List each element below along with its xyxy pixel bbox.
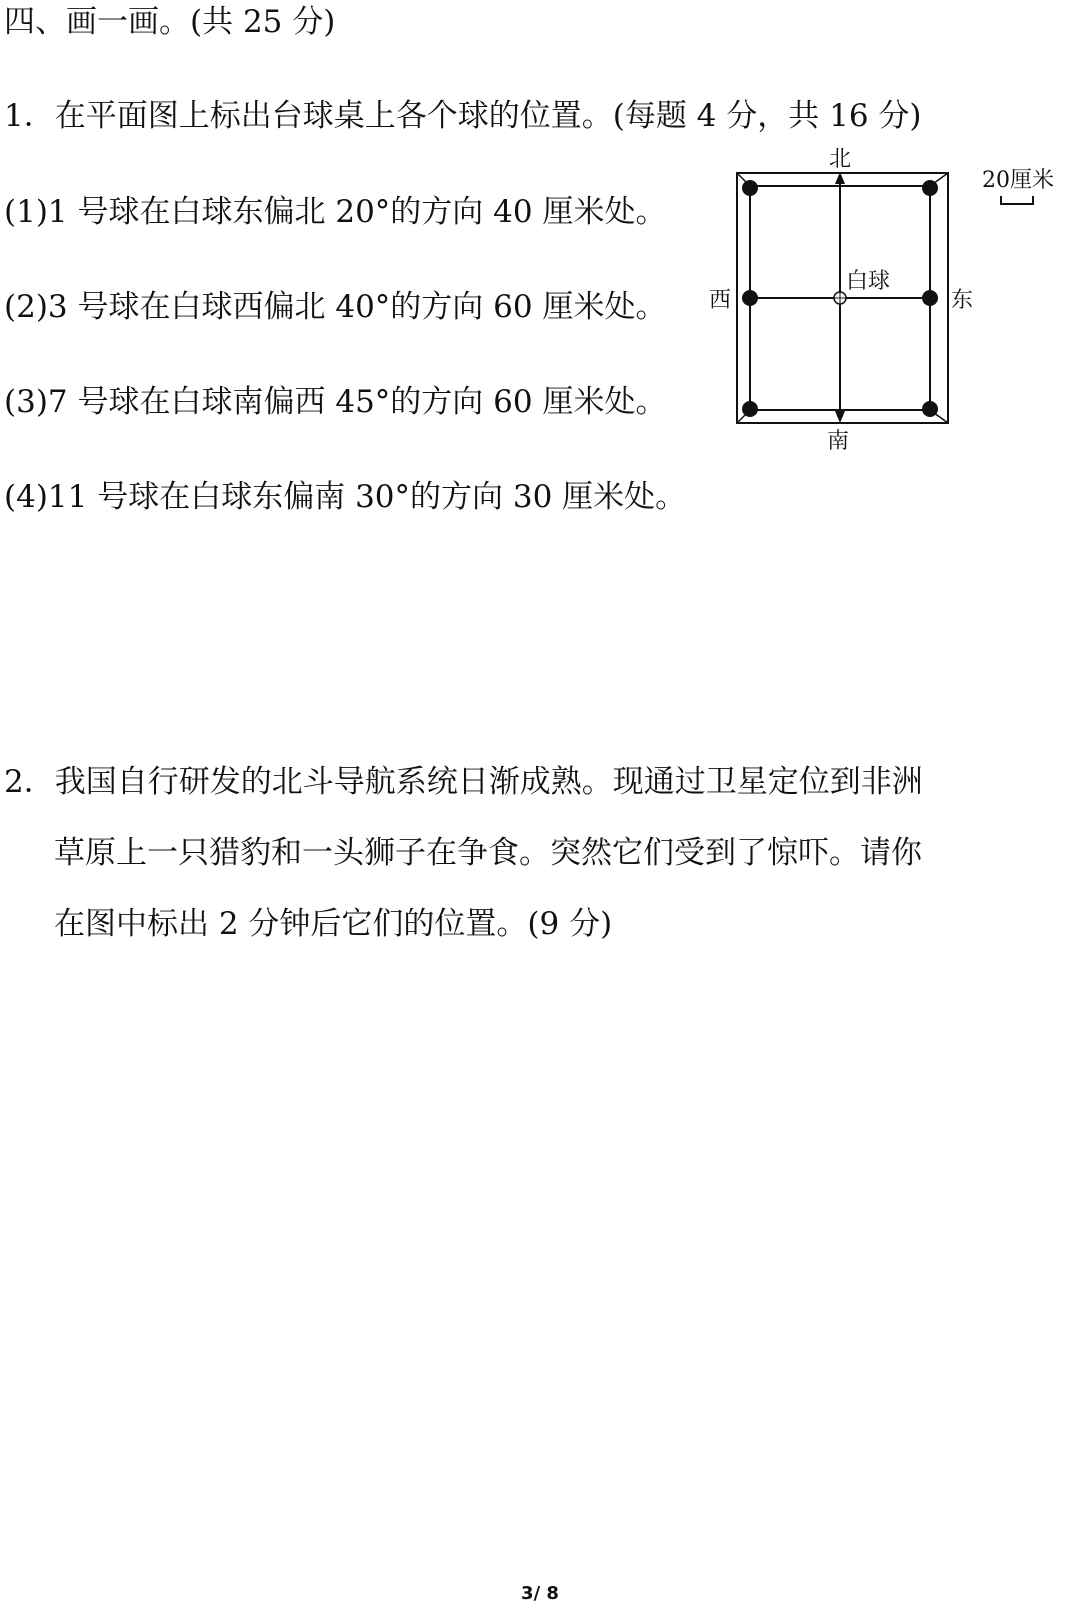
question-1-item-2: (2)3 号球在白球西偏北 40°的方向 60 厘米处。: [4, 289, 667, 325]
billiard-table-diagram: [0, 0, 1080, 520]
north-label: 北: [828, 147, 852, 172]
east-label: 东: [950, 288, 974, 313]
south-label: 南: [826, 429, 850, 454]
scale-label: 20厘米: [982, 168, 1054, 193]
pocket-middle-left: [742, 290, 758, 306]
white-ball-label: 白球: [846, 269, 891, 294]
pocket-top-left: [742, 180, 758, 196]
pocket-bottom-left: [742, 401, 758, 417]
pocket-middle-right: [922, 290, 938, 306]
question-2-line-3: 在图中标出 2 分钟后它们的位置。(9 分): [54, 906, 613, 942]
question-2-line-1: 2．我国自行研发的北斗导航系统日渐成熟。现通过卫星定位到非洲: [4, 764, 923, 800]
pocket-bottom-right: [922, 401, 938, 417]
south-arrow-icon: [835, 411, 845, 423]
question-1-heading: 1．在平面图上标出台球桌上各个球的位置。(每题 4 分，共 16 分): [4, 98, 922, 134]
question-2-line-2: 草原上一只猎豹和一头狮子在争食。突然它们受到了惊吓。请你: [54, 835, 922, 871]
question-1-item-4: (4)11 号球在白球东偏南 30°的方向 30 厘米处。: [4, 479, 687, 515]
west-label: 西: [708, 288, 732, 313]
pocket-top-right: [922, 180, 938, 196]
page-number: 3/ 8: [521, 1583, 559, 1604]
scale-bar: [1001, 196, 1033, 204]
question-1-item-1: (1)1 号球在白球东偏北 20°的方向 40 厘米处。: [4, 194, 667, 230]
section-title: 四、画一画。(共 25 分): [4, 4, 336, 40]
question-1-item-3: (3)7 号球在白球南偏西 45°的方向 60 厘米处。: [4, 384, 667, 420]
